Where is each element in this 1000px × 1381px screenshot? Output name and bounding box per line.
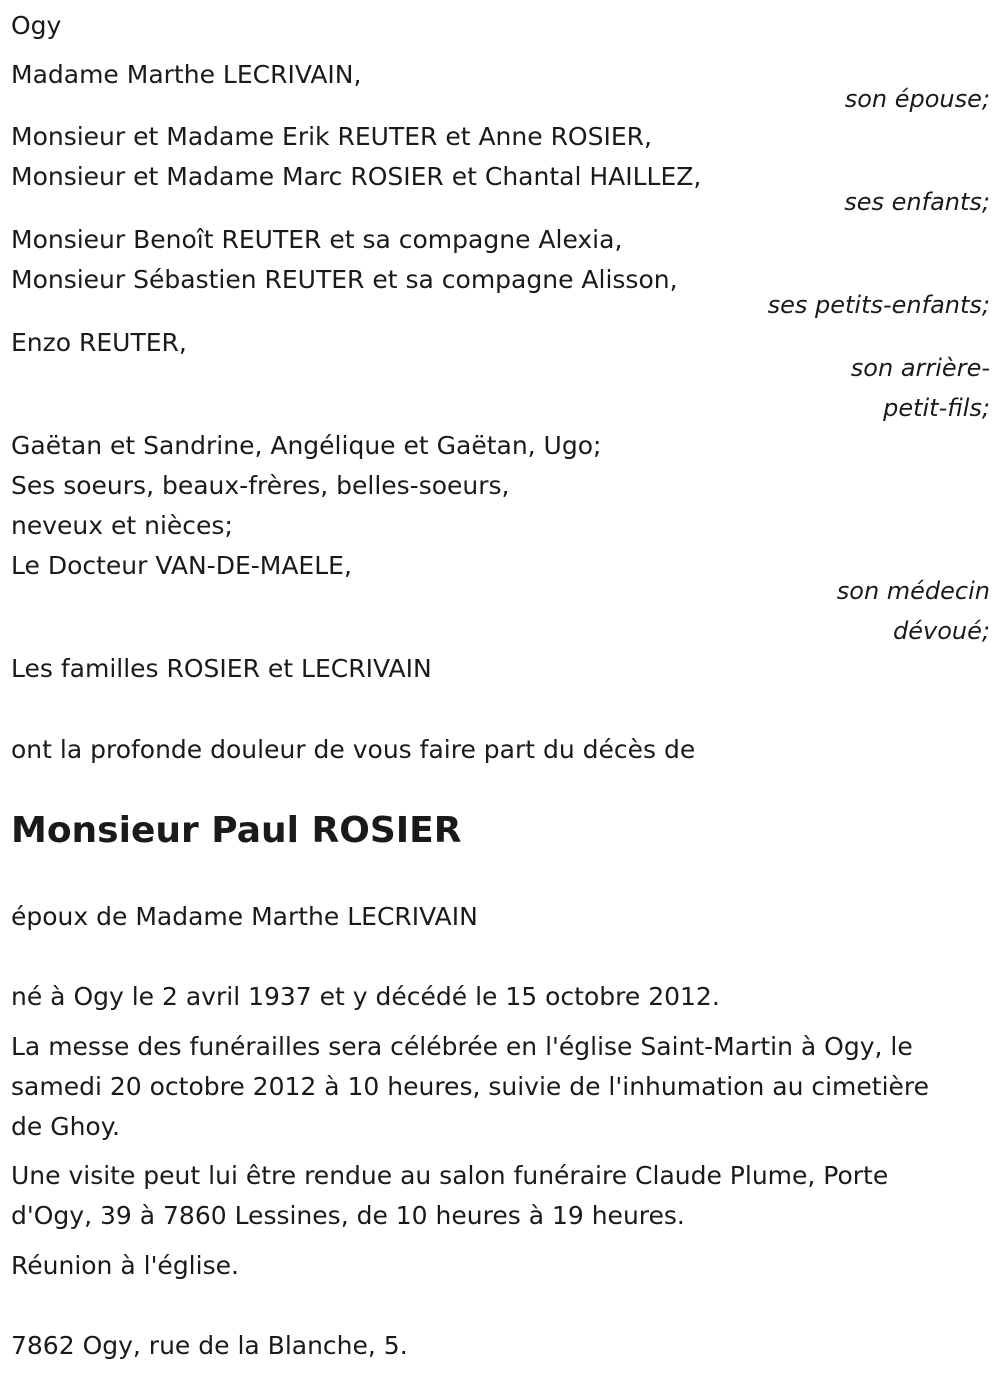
child-2: Monsieur et Madame Marc ROSIER et Chantal HAILLEZ, (11, 162, 702, 191)
deceased-name: Monsieur Paul ROSIER (11, 810, 462, 851)
doctor-role-2: dévoué; (893, 617, 990, 645)
funeral-line-1: La messe des funérailles sera célébrée en l'église Saint-Martin à Ogy, le (11, 1032, 913, 1061)
funeral-line-2: samedi 20 octobre 2012 à 10 heures, suivie de l'inhumation au cimetière (11, 1072, 930, 1101)
others-line-1: Gaëtan et Sandrine, Angélique et Gaëtan, Ugo; (11, 431, 602, 460)
grandchildren-role: ses petits-enfants; (767, 291, 990, 319)
others-line-3: neveux et nièces; (11, 511, 233, 540)
spouse-role: son épouse; (844, 85, 990, 113)
doctor-role-1: son médecin (836, 577, 990, 605)
grandchild-2: Monsieur Sébastien REUTER et sa compagne Alisson, (11, 265, 678, 294)
child-1: Monsieur et Madame Erik REUTER et Anne ROSIER, (11, 122, 652, 151)
children-role: ses enfants; (844, 188, 990, 216)
husband-of-line: époux de Madame Marthe LECRIVAIN (11, 902, 478, 931)
address-line: 7862 Ogy, rue de la Blanche, 5. (11, 1331, 408, 1360)
doctor-name: Le Docteur VAN-DE-MAELE, (11, 551, 352, 580)
great-grandchild-name: Enzo REUTER, (11, 328, 187, 357)
great-grandchild-role-1: son arrière- (850, 354, 990, 382)
others-line-2: Ses soeurs, beaux-frères, belles-soeurs, (11, 471, 510, 500)
visit-line-1: Une visite peut lui être rendue au salon funéraire Claude Plume, Porte (11, 1161, 889, 1190)
funeral-line-3: de Ghoy. (11, 1112, 120, 1141)
families-line: Les familles ROSIER et LECRIVAIN (11, 654, 432, 683)
visit-line-2: d'Ogy, 39 à 7860 Lessines, de 10 heures à 19 heures. (11, 1201, 685, 1230)
place-heading: Ogy (11, 11, 62, 40)
meeting-line: Réunion à l'église. (11, 1251, 239, 1280)
great-grandchild-role-2: petit-fils; (883, 394, 990, 422)
spouse-name: Madame Marthe LECRIVAIN, (11, 60, 362, 89)
announcement-line: ont la profonde douleur de vous faire part du décès de (11, 735, 696, 764)
birth-death-line: né à Ogy le 2 avril 1937 et y décédé le 15 octobre 2012. (11, 982, 720, 1011)
grandchild-1: Monsieur Benoît REUTER et sa compagne Alexia, (11, 225, 623, 254)
